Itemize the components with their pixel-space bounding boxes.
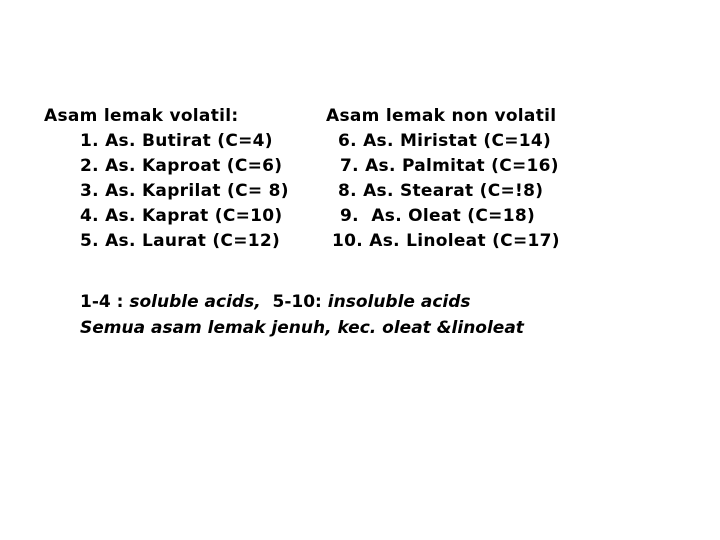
- non-volatile-item-9: 9. As. Oleat (C=18): [340, 206, 536, 226]
- soluble-label: soluble acids,: [129, 292, 273, 312]
- non-volatile-heading: Asam lemak non volatil: [326, 106, 557, 126]
- volatile-item-2: 2. As. Kaproat (C=6): [80, 156, 283, 176]
- insoluble-label: insoluble acids: [327, 292, 471, 312]
- saturation-note: Semua asam lemak jenuh, kec. oleat &linoleat: [80, 318, 524, 338]
- non-volatile-item-8: 8. As. Stearat (C=!8): [338, 181, 544, 201]
- solubility-note: [80, 292, 471, 312]
- non-volatile-item-10: 10. As. Linoleat (C=17): [332, 231, 560, 251]
- non-volatile-item-6: 6. As. Miristat (C=14): [338, 131, 552, 151]
- insoluble-range: 5-10:: [272, 292, 328, 312]
- volatile-item-1: 1. As. Butirat (C=4): [80, 131, 273, 151]
- volatile-heading: Asam lemak volatil:: [44, 106, 239, 126]
- volatile-item-3: 3. As. Kaprilat (C= 8): [80, 181, 289, 201]
- non-volatile-item-7: 7. As. Palmitat (C=16): [340, 156, 559, 176]
- soluble-range: 1-4 :: [80, 292, 130, 312]
- volatile-item-5: 5. As. Laurat (C=12): [80, 231, 281, 251]
- volatile-item-4: 4. As. Kaprat (C=10): [80, 206, 283, 226]
